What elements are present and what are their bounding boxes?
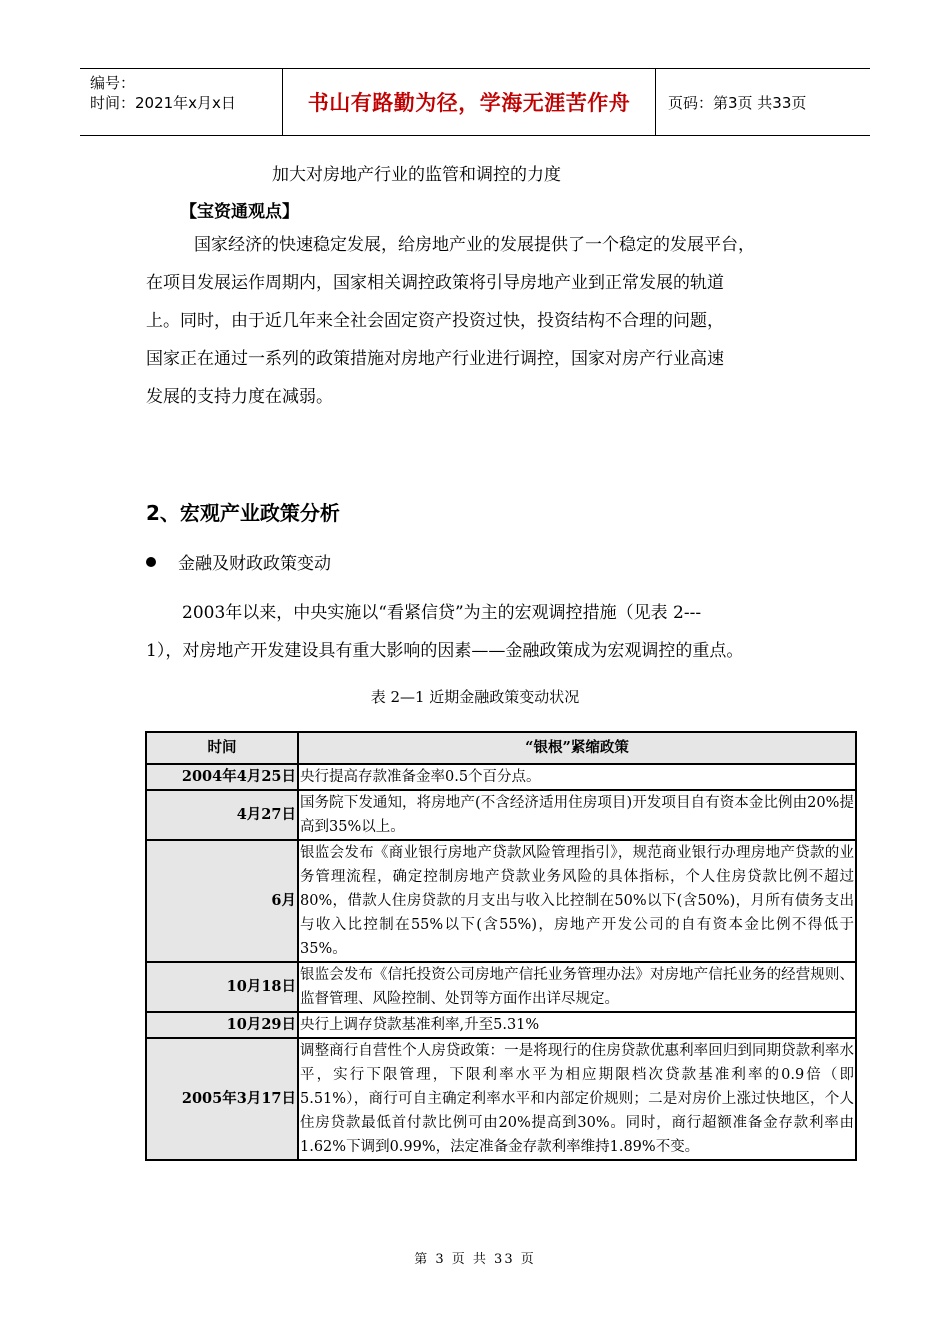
viewpoint-line: 发展的支持力度在减弱。 — [146, 387, 333, 407]
row-policy: 国务院下发通知，将房地产(不含经济适用住房项目)开发项目自有资本金比例由20%提高到35%以上。 — [298, 790, 856, 840]
page-header — [80, 68, 870, 136]
table-row — [146, 962, 856, 1012]
viewpoint-line: 在项目发展运作周期内，国家相关调控政策将引导房地产业到正常发展的轨道 — [146, 273, 724, 293]
bullet-item — [146, 549, 331, 574]
row-date: 4月27日 — [146, 790, 298, 840]
row-date: 10月18日 — [146, 962, 298, 1012]
body-line: 1），对房地产开发建设具有重大影响的因素——金融政策成为宏观调控的重点。 — [146, 641, 744, 661]
header-number: 编号： — [90, 74, 136, 92]
row-date: 2004年4月25日 — [146, 764, 298, 790]
row-date: 10月29日 — [146, 1012, 298, 1038]
table-row — [146, 790, 856, 840]
viewpoint-paragraph — [146, 226, 816, 416]
row-policy: 调整商行自营性个人房贷政策：一是将现行的住房贷款优惠利率回归到同期贷款利率水平，实行下限管理，下限利率水平为相应期限档次贷款基准利率的0.9倍（即5.51%），商行可自主确定利率水平和内部定价规则；二是对房价上涨过快地区，个人住房贷款最低首付款比例可由20%提高到30%。同时，商行超额准备金存款利率由1.62%下调到0.99%，法定准备金存款利率维持1.89%不变。 — [298, 1038, 856, 1160]
table-row — [146, 1012, 856, 1038]
row-date: 6月 — [146, 840, 298, 962]
intro-line: 加大对房地产行业的监管和调控的力度 — [272, 165, 561, 185]
row-date: 2005年3月17日 — [146, 1038, 298, 1160]
table-header-row — [146, 732, 856, 764]
table-row — [146, 1038, 856, 1160]
row-policy: 银监会发布《信托投资公司房地产信托业务管理办法》对房地产信托业务的经营规则、监督管理、风险控制、处罚等方面作出详尽规定。 — [298, 962, 856, 1012]
viewpoint-line: 国家正在通过一系列的政策措施对房地产行业进行调控，国家对房产行业高速 — [146, 349, 724, 369]
bullet-dot-icon — [146, 557, 156, 567]
header-policy-col: “银根”紧缩政策 — [298, 732, 856, 764]
table-row — [146, 764, 856, 790]
header-time: 时间：2021年x月x日 — [90, 94, 236, 112]
table-caption: 表 2—1 近期金融政策变动状况 — [370, 688, 580, 706]
table-row — [146, 840, 856, 962]
header-info — [80, 69, 282, 135]
body-line: 2003年以来，中央实施以“看紧信贷”为主的宏观调控措施（见表 2--- — [182, 603, 702, 623]
bullet-text: 金融及财政政策变动 — [178, 554, 331, 574]
viewpoint-line: 国家经济的快速稳定发展，给房地产业的发展提供了一个稳定的发展平台， — [194, 235, 755, 255]
row-policy: 央行上调存贷款基准利率,升至5.31% — [298, 1012, 856, 1038]
header-motto: 书山有路勤为径，学海无涯苦作舟 — [282, 69, 656, 135]
policy-table — [145, 731, 857, 1161]
viewpoint-title: 【宝资通观点】 — [180, 202, 299, 222]
header-time-col: 时间 — [146, 732, 298, 764]
body-paragraph — [146, 594, 826, 670]
row-policy: 央行提高存款准备金率0.5个百分点。 — [298, 764, 856, 790]
page-footer: 第 3 页 共 33 页 — [414, 1252, 536, 1267]
header-page: 页码：第3页 共33页 — [668, 93, 807, 112]
section-title: 2、宏观产业政策分析 — [146, 501, 340, 525]
viewpoint-line: 上。同时，由于近几年来全社会固定资产投资过快，投资结构不合理的问题， — [146, 311, 724, 331]
row-policy: 银监会发布《商业银行房地产贷款风险管理指引》，规范商业银行办理房地产贷款的业务管理流程，确定控制房地产贷款业务风险的具体指标，个人住房贷款比例不超过80%，借款人住房贷款的月支出与收入比控制在50%以下(含50%)，月所有债务支出与收入比控制在55%以下(含55%)，房地产开发公司的自有资本金比例不得低于35%。 — [298, 840, 856, 962]
